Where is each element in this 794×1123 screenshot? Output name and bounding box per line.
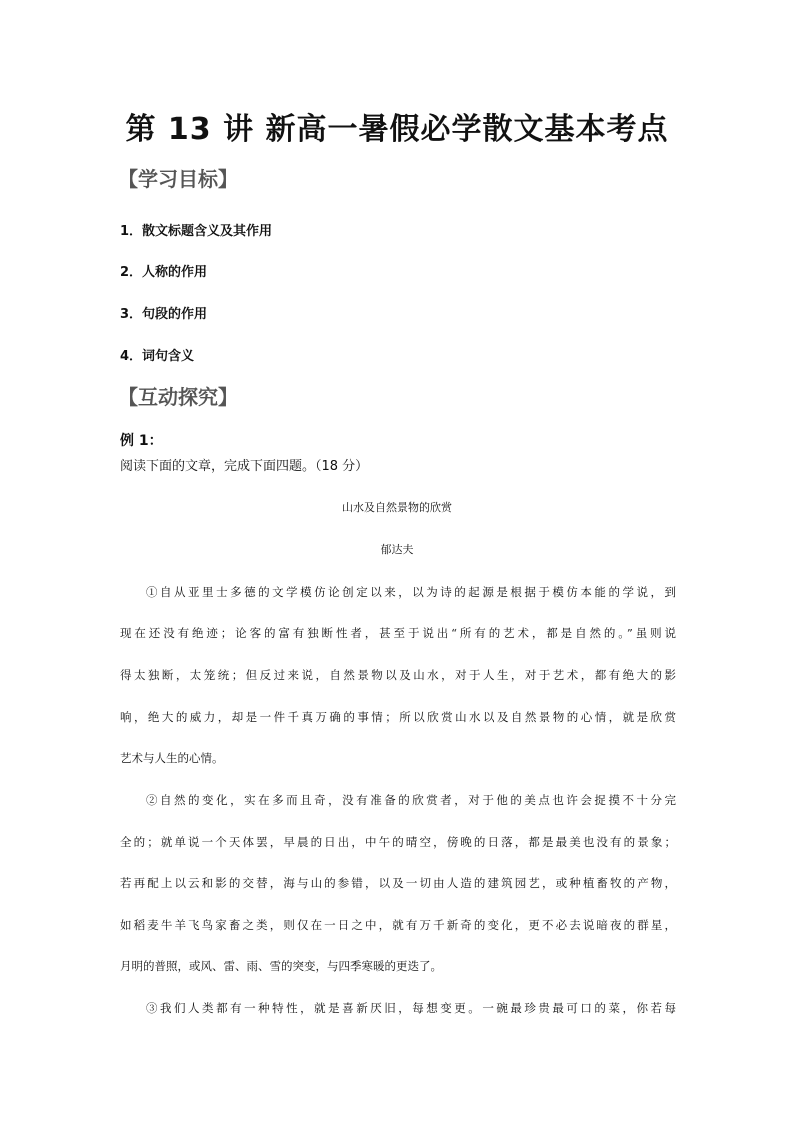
- goal-item-1: 1．散文标题含义及其作用: [120, 224, 273, 239]
- article-title: 山水及自然景物的欣赏: [342, 501, 452, 514]
- example-label: 例 1：: [120, 433, 163, 449]
- article-line: 如稻麦牛羊飞鸟家畜之类，则仅在一日之中，就有万千新奇的变化，更不必去说暗夜的群星，: [120, 918, 676, 932]
- article-line: 若再配上以云和影的交替，海与山的参错，以及一切由人造的建筑园艺，或种植畜牧的产物，: [120, 876, 676, 890]
- article-line: 月明的普照，或风、雷、雨、雪的突变，与四季寒暖的更迭了。: [120, 959, 442, 973]
- goal-item-3: 3．句段的作用: [120, 307, 208, 322]
- article-line: ③我们人类都有一种特性，就是喜新厌旧，每想变更。一碗最珍贵最可口的菜，你若每: [146, 1001, 676, 1015]
- section-heading-goals: 【学习目标】: [118, 167, 238, 191]
- goal-item-2: 2．人称的作用: [120, 265, 208, 280]
- article-line: 得太独断，太笼统；但反过来说，自然景物以及山水，对于人生，对于艺术，都有绝大的影: [120, 668, 676, 682]
- article-line: 现在还没有绝迹；论客的富有独断性者，甚至于说出“所有的艺术，都是自然的。”虽则说: [120, 626, 676, 640]
- article-line: ②自然的变化，实在多而且奇，没有准备的欣赏者，对于他的美点也许会捉摸不十分完: [146, 793, 676, 807]
- article-line: ①自从亚里士多德的文学模仿论创定以来，以为诗的起源是根据于模仿本能的学说，到: [146, 585, 676, 599]
- article-line: 艺术与人生的心情。: [120, 751, 224, 765]
- article-line: 全的；就单说一个天体罢，早晨的日出，中午的晴空，傍晚的日落，都是最美也没有的景象；: [120, 835, 676, 849]
- article-line: 响，绝大的威力，却是一件千真万确的事情；所以欣赏山水以及自然景物的心情，就是欣赏: [120, 710, 676, 724]
- article-author: 郁达夫: [380, 543, 414, 556]
- goal-item-4: 4．词句含义: [120, 349, 195, 364]
- question-instruction: 阅读下面的文章，完成下面四题。（18 分）: [120, 459, 369, 474]
- section-heading-explore: 【互动探究】: [118, 385, 238, 409]
- page-title: 第 13 讲 新高一暑假必学散文基本考点: [125, 112, 669, 147]
